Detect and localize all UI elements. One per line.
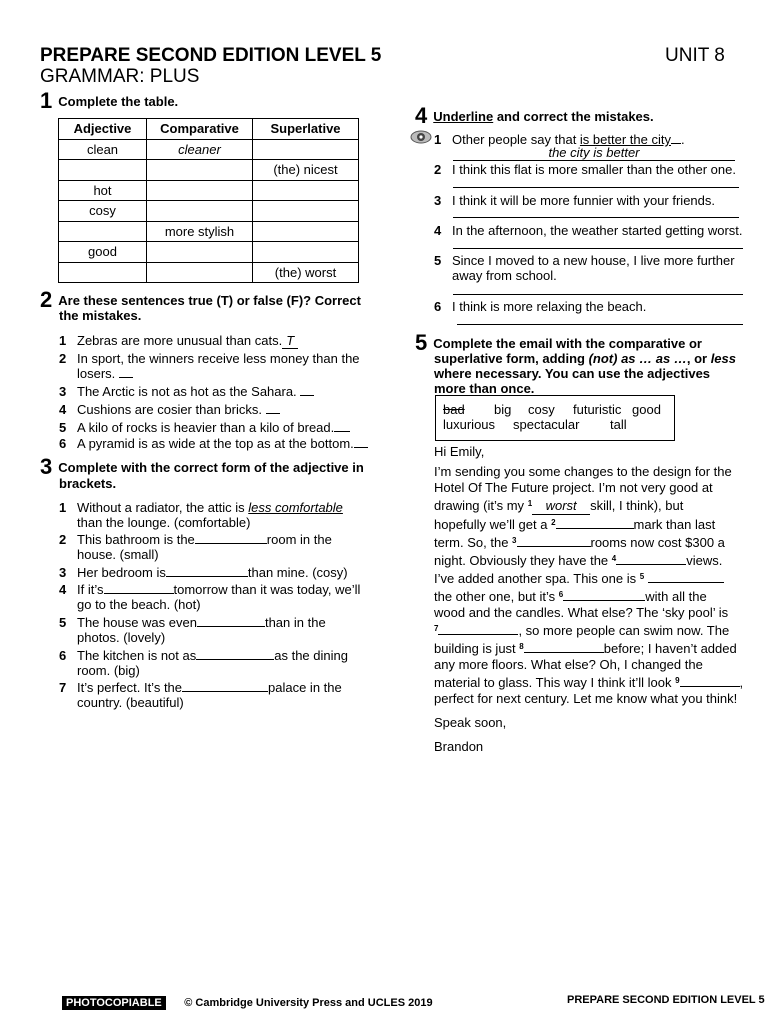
item-number: 3 bbox=[59, 565, 67, 580]
answer-blank[interactable] bbox=[517, 546, 591, 547]
email-line: Hotel Of The Future project. I’m not very good at bbox=[434, 480, 713, 495]
page-subtitle: GRAMMAR: PLUS bbox=[40, 66, 200, 87]
table-header-row bbox=[59, 119, 359, 140]
s2-item bbox=[59, 351, 379, 381]
word-item: futuristic bbox=[573, 402, 622, 417]
item-text: The house was even bbox=[77, 615, 197, 630]
email-line bbox=[434, 496, 754, 515]
email-text: mark than last bbox=[633, 517, 716, 532]
item-text: losers. bbox=[77, 366, 116, 381]
item-number: 2 bbox=[59, 351, 67, 366]
section-number: 2 bbox=[40, 287, 53, 312]
item-number: 5 bbox=[434, 253, 442, 268]
section-4-heading bbox=[415, 103, 654, 129]
item-text: The kitchen is not as bbox=[77, 648, 197, 663]
word-item: spectacular bbox=[513, 417, 580, 432]
instruction-text: (not) as … as … bbox=[588, 351, 687, 366]
item-text: A pyramid is as wide at the top as at the bottom. bbox=[77, 436, 354, 451]
copyright-text: © Cambridge University Press and UCLES 2019 bbox=[184, 997, 433, 1009]
s3-item bbox=[59, 532, 379, 562]
table-cell[interactable] bbox=[59, 160, 147, 181]
answer-blank[interactable] bbox=[266, 413, 280, 414]
table-cell[interactable] bbox=[147, 160, 253, 181]
underline-gap bbox=[671, 143, 681, 144]
word-item-used: bad bbox=[443, 402, 465, 417]
item-number: 4 bbox=[59, 402, 67, 417]
s2-item bbox=[59, 402, 379, 417]
answer-blank[interactable] bbox=[524, 652, 604, 653]
item-text: Her bedroom is bbox=[77, 565, 166, 580]
item-text: Since I moved to a new house, I live more further bbox=[452, 253, 735, 268]
item-number: 3 bbox=[434, 193, 442, 208]
s3-item bbox=[59, 582, 379, 612]
item-text: than mine. (cosy) bbox=[247, 565, 348, 580]
column-header: Adjective bbox=[59, 119, 147, 140]
s2-item bbox=[59, 333, 379, 349]
email-text: building is just bbox=[434, 641, 520, 656]
email-text: before; I haven’t added bbox=[603, 641, 737, 656]
email-text: night. Obviously they have the bbox=[434, 553, 612, 568]
section-instruction: Are these sentences true (T) or false (F)? Correct bbox=[58, 293, 361, 308]
s2-item bbox=[59, 384, 379, 399]
correction-line[interactable] bbox=[453, 187, 739, 188]
table-cell: more stylish bbox=[147, 221, 253, 242]
email-text: hopefully we’ll get a bbox=[434, 517, 552, 532]
email-line bbox=[434, 551, 754, 569]
column-header: Superlative bbox=[253, 119, 359, 140]
word-item: luxurious bbox=[443, 417, 496, 432]
item-text: If it’s bbox=[77, 582, 104, 597]
item-number: 5 bbox=[59, 615, 67, 630]
table-cell: (the) worst bbox=[253, 262, 359, 283]
section-number: 5 bbox=[415, 330, 428, 355]
answer-blank[interactable] bbox=[438, 634, 518, 635]
page-title: PREPARE SECOND EDITION LEVEL 5 bbox=[40, 45, 382, 66]
word-item: good bbox=[632, 402, 661, 417]
email-line bbox=[434, 621, 754, 639]
email-body bbox=[434, 444, 754, 755]
s4-item bbox=[434, 193, 744, 208]
table-cell[interactable] bbox=[147, 262, 253, 283]
correction-line[interactable]: the city is better bbox=[453, 145, 735, 161]
item-text: tomorrow than it was today, we’ll bbox=[173, 582, 361, 597]
section-instruction: Complete the email with the comparative or bbox=[433, 336, 702, 351]
table-cell: cleaner bbox=[147, 139, 253, 160]
section-1-heading bbox=[40, 88, 178, 114]
table-cell: cosy bbox=[59, 201, 147, 222]
item-number: 2 bbox=[434, 162, 442, 177]
email-text: I’ve added another spa. This one is bbox=[434, 571, 640, 586]
email-line: I’m sending you some changes to the design for the bbox=[434, 464, 732, 479]
correction-line[interactable] bbox=[453, 217, 739, 218]
gap-number: 4 bbox=[611, 554, 617, 563]
s4-item bbox=[434, 253, 754, 283]
answer-blank[interactable] bbox=[354, 447, 368, 448]
gap-number: 6 bbox=[558, 590, 564, 599]
table-cell: hot bbox=[59, 180, 147, 201]
answer-blank[interactable]: worst bbox=[532, 498, 590, 515]
table-cell[interactable] bbox=[147, 242, 253, 263]
email-line bbox=[434, 515, 754, 533]
email-line bbox=[434, 533, 754, 551]
item-text: country. (beautiful) bbox=[77, 695, 184, 710]
section-instruction-underline: Underline bbox=[433, 109, 494, 124]
word-item: big bbox=[494, 402, 512, 417]
item-text: than the lounge. (comfortable) bbox=[77, 515, 251, 530]
item-text: I think is more relaxing the beach. bbox=[452, 299, 647, 314]
table-row bbox=[59, 180, 359, 201]
table-cell[interactable] bbox=[147, 180, 253, 201]
underlined-mistake: is better the city bbox=[579, 132, 671, 147]
email-line bbox=[434, 673, 754, 691]
s3-item bbox=[59, 680, 379, 710]
table-row bbox=[59, 139, 359, 160]
s4-item bbox=[434, 223, 754, 238]
item-text: . bbox=[680, 132, 685, 147]
gap-number: 9 bbox=[675, 676, 680, 685]
item-text: room in the bbox=[266, 532, 332, 547]
s2-item bbox=[59, 420, 379, 435]
email-text: with all the bbox=[645, 589, 707, 604]
item-text: This bathroom is the bbox=[77, 532, 195, 547]
email-line bbox=[434, 639, 754, 657]
answer-blank[interactable] bbox=[195, 543, 267, 544]
item-number: 4 bbox=[59, 582, 67, 597]
item-text: I think it will be more funnier with your friends. bbox=[452, 193, 715, 208]
item-text: house. (small) bbox=[77, 547, 159, 562]
table-row bbox=[59, 242, 359, 263]
table-cell[interactable] bbox=[253, 180, 359, 201]
table-cell[interactable] bbox=[253, 221, 359, 242]
s3-item bbox=[59, 565, 379, 580]
item-number: 6 bbox=[59, 436, 67, 451]
answer-blank[interactable] bbox=[648, 582, 724, 583]
item-text: It’s perfect. It’s the bbox=[77, 680, 183, 695]
answer-blank[interactable]: less comfortable bbox=[248, 500, 343, 515]
email-text: views. bbox=[686, 553, 723, 568]
item-text: than in the bbox=[264, 615, 326, 630]
email-line: perfect for next century. Let me know what you think! bbox=[434, 691, 738, 706]
table-cell[interactable] bbox=[59, 262, 147, 283]
answer-blank[interactable] bbox=[616, 564, 686, 565]
photocopiable-badge: PHOTOCOPIABLE bbox=[62, 996, 166, 1010]
item-text: Cushions are cosier than bricks. bbox=[77, 402, 262, 417]
item-text: Without a radiator, the attic is bbox=[77, 500, 249, 515]
table-cell: clean bbox=[59, 139, 147, 160]
correction-line[interactable] bbox=[457, 324, 743, 325]
table-cell[interactable] bbox=[253, 242, 359, 263]
answer-blank[interactable] bbox=[119, 377, 133, 378]
item-text: away from school. bbox=[452, 268, 557, 283]
s2-item bbox=[59, 436, 389, 451]
item-text: The Arctic is not as hot as the Sahara. bbox=[77, 384, 297, 399]
correction-line[interactable] bbox=[453, 248, 743, 249]
item-number: 7 bbox=[59, 680, 67, 695]
email-signature: Brandon bbox=[434, 739, 484, 754]
table-cell[interactable] bbox=[253, 201, 359, 222]
email-greeting: Hi Emily, bbox=[434, 444, 485, 459]
correction-line[interactable] bbox=[453, 294, 743, 295]
email-signoff: Speak soon, bbox=[434, 715, 507, 730]
email-text: the other one, but it’s bbox=[434, 589, 559, 604]
gap-number: 7 bbox=[434, 624, 439, 633]
item-number: 4 bbox=[434, 223, 442, 238]
email-text: term. So, the bbox=[434, 535, 513, 550]
email-text: , so more people can swim now. The bbox=[518, 623, 730, 638]
answer-blank[interactable]: T bbox=[282, 333, 298, 349]
email-line: any more floors. What else? Oh, I changed the bbox=[434, 657, 703, 672]
column-header: Comparative bbox=[147, 119, 253, 140]
email-line bbox=[434, 569, 754, 587]
email-text: skill, I think), but bbox=[590, 498, 684, 513]
table-cell[interactable] bbox=[253, 139, 359, 160]
word-item: tall bbox=[610, 417, 627, 432]
item-text: Other people say that bbox=[452, 132, 580, 147]
item-text: go to the beach. (hot) bbox=[77, 597, 201, 612]
item-number: 2 bbox=[59, 532, 67, 547]
s4-item bbox=[434, 162, 744, 177]
item-number: 1 bbox=[59, 333, 67, 348]
adjective-table bbox=[58, 118, 359, 283]
table-row bbox=[59, 201, 359, 222]
table-cell: (the) nicest bbox=[253, 160, 359, 181]
answer-blank[interactable] bbox=[680, 686, 740, 687]
instruction-text: more than once. bbox=[434, 381, 535, 396]
unit-label: UNIT 8 bbox=[665, 45, 725, 66]
table-cell[interactable] bbox=[59, 221, 147, 242]
s3-item bbox=[59, 648, 379, 678]
section-instruction: and correct the mistakes. bbox=[493, 109, 654, 124]
table-row bbox=[59, 160, 359, 181]
footer-left bbox=[62, 993, 433, 1011]
instruction-text: less bbox=[710, 351, 736, 366]
eye-icon bbox=[410, 130, 432, 149]
email-text: material to glass. This way I think it’ll look bbox=[434, 675, 676, 690]
email-text: drawing (it’s my bbox=[434, 498, 528, 513]
section-instruction-cont: the mistakes. bbox=[59, 308, 142, 323]
answer-blank[interactable] bbox=[563, 600, 645, 601]
item-number: 5 bbox=[59, 420, 67, 435]
answer-blank[interactable] bbox=[334, 431, 350, 432]
section-instruction: Complete the table. bbox=[58, 94, 179, 109]
answer-blank[interactable] bbox=[182, 691, 268, 692]
table-row bbox=[59, 262, 359, 283]
gap-number: 1 bbox=[527, 499, 533, 508]
email-line bbox=[434, 587, 754, 605]
section-instruction-cont: brackets. bbox=[59, 476, 117, 491]
table-row bbox=[59, 221, 359, 242]
item-text: palace in the bbox=[268, 680, 342, 695]
footer-right: PREPARE SECOND EDITION LEVEL 5 bbox=[567, 994, 765, 1006]
section-number: 1 bbox=[40, 88, 53, 113]
item-text: In the afternoon, the weather started getting worst. bbox=[452, 223, 743, 238]
email-text: rooms now cost $300 a bbox=[590, 535, 725, 550]
answer-blank[interactable] bbox=[556, 528, 634, 529]
item-number: 1 bbox=[59, 500, 67, 515]
gap-number: 5 bbox=[639, 572, 645, 581]
table-cell: good bbox=[59, 242, 147, 263]
email-line: wood and the candles. What else? The ‘sky pool’ is bbox=[434, 605, 729, 620]
instruction-text: where necessary. You can use the adjectives bbox=[434, 366, 711, 381]
word-item: cosy bbox=[528, 402, 555, 417]
item-text: I think this flat is more smaller than the other one. bbox=[452, 162, 736, 177]
instruction-text: superlative form, adding bbox=[434, 351, 589, 366]
s4-item bbox=[434, 299, 754, 314]
item-text: room. (big) bbox=[77, 663, 140, 678]
answer-blank[interactable] bbox=[197, 626, 265, 627]
email-text: , bbox=[739, 675, 744, 690]
item-text: A kilo of rocks is heavier than a kilo of bread. bbox=[77, 420, 335, 435]
section-instruction: Complete with the correct form of the adjective in bbox=[58, 460, 364, 475]
word-box bbox=[435, 395, 675, 441]
s3-item bbox=[59, 500, 379, 530]
item-text: In sport, the winners receive less money than the bbox=[77, 351, 360, 366]
answer-blank[interactable] bbox=[166, 576, 248, 577]
gap-number: 2 bbox=[551, 518, 556, 527]
answer-blank[interactable] bbox=[104, 593, 174, 594]
instruction-text: , or bbox=[686, 351, 711, 366]
item-number: 1 bbox=[434, 132, 442, 147]
answer-blank[interactable] bbox=[300, 395, 314, 396]
item-number: 3 bbox=[59, 384, 67, 399]
section-number: 4 bbox=[415, 103, 428, 128]
gap-number: 8 bbox=[519, 642, 524, 651]
item-number: 6 bbox=[59, 648, 67, 663]
s3-item bbox=[59, 615, 379, 645]
item-text: Zebras are more unusual than cats. bbox=[77, 333, 283, 348]
adjective-table-wrap bbox=[58, 118, 359, 283]
item-text: photos. (lovely) bbox=[77, 630, 166, 645]
section-number: 3 bbox=[40, 454, 53, 479]
answer-blank[interactable] bbox=[196, 659, 274, 660]
item-number: 6 bbox=[434, 299, 442, 314]
gap-number: 3 bbox=[512, 536, 517, 545]
section-instruction-cont bbox=[434, 351, 754, 396]
table-cell[interactable] bbox=[147, 201, 253, 222]
item-text: as the dining bbox=[274, 648, 348, 663]
